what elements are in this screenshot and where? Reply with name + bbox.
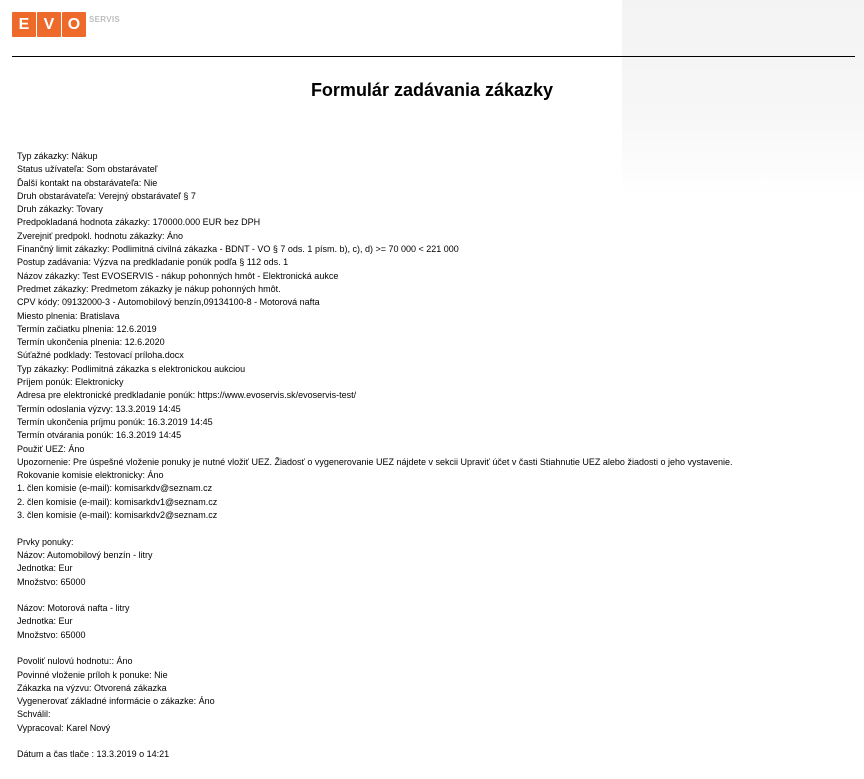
field-termin-odoslania: Termín odoslania výzvy: 13.3.2019 14:45	[17, 403, 181, 414]
field-sutazne-podklady: Súťažné podklady: Testovací príloha.docx	[17, 350, 184, 361]
field-miesto-plnenia: Miesto plnenia: Bratislava	[17, 310, 120, 321]
field-dalsi-kontakt: Ďalší kontakt na obstarávateľa: Nie	[17, 177, 158, 188]
field-druh-zakazky: Druh zákazky: Tovary	[17, 204, 103, 215]
prvok-1-nazov: Názov: Automobilový benzín - litry	[17, 549, 153, 560]
field-clen-komisie-1: 1. člen komisie (e-mail): komisarkdv@seznam.cz	[17, 483, 213, 494]
field-nazov-zakazky: Názov zákazky: Test EVOSERVIS - nákup pohonných hmôt - Elektronická aukce	[17, 270, 339, 281]
field-datum-tlace: Dátum a čas tlače : 13.3.2019 o 14:21	[17, 749, 170, 760]
field-povinne-vlozenie: Povinné vloženie príloh k ponuke: Nie	[17, 669, 168, 680]
field-rokovanie-komisie: Rokovanie komisie elektronicky: Áno	[17, 470, 164, 481]
field-druh-obstaravatela: Druh obstarávateľa: Verejný obstarávateľ § 7	[17, 190, 196, 201]
field-predpokladana-hodnota: Predpokladaná hodnota zákazky: 170000.000 EUR bez DPH	[17, 217, 261, 228]
evo-servis-logo	[12, 12, 120, 38]
logo-servis-text: SERVIS	[89, 15, 120, 24]
field-financny-limit: Finančný limit zákazky: Podlimitná civilná zákazka - BDNT - VO § 7 ods. 1 písm. b), c), d) >= 70 000 < 221 000	[17, 244, 459, 255]
field-prijem-ponuk: Príjem ponúk: Elektronicky	[17, 377, 124, 388]
logo-letter-o: O	[62, 12, 86, 37]
field-zakazka-na-vyzvu: Zákazka na výzvu: Otvorená zákazka	[17, 682, 167, 693]
field-schvalil: Schválil:	[17, 709, 51, 720]
field-clen-komisie-2: 2. člen komisie (e-mail): komisarkdv1@seznam.cz	[17, 496, 218, 507]
field-predmet-zakazky: Predmet zákazky: Predmetom zákazky je nákup pohonných hmôt.	[17, 283, 281, 294]
field-povolit-nulovu: Povoliť nulovú hodnotu:: Áno	[17, 656, 133, 667]
field-vygenerovat: Vygenerovať základné informácie o zákazke: Áno	[17, 696, 215, 707]
prvok-2-nazov: Názov: Motorová nafta - litry	[17, 603, 130, 614]
field-status-uzivatela: Status užívateľa: Som obstarávateľ	[17, 164, 158, 175]
logo-letter-e: E	[12, 12, 36, 37]
field-vypracoval: Vypracoval: Karel Nový	[17, 722, 111, 733]
spacer	[17, 589, 857, 602]
prvok-1-mnozstvo: Množstvo: 65000	[17, 576, 86, 587]
field-termin-zaciatku: Termín začiatku plnenia: 12.6.2019	[17, 323, 157, 334]
field-upozornenie: Upozornenie: Pre úspešné vloženie ponuky je nutné vložiť UEZ. Žiadosť o vygenerovanie UEZ nájdete v sekcii Upraviť účet v časti Stiahnutie UEZ alebo žiadosti o jeho vystavenie.	[17, 456, 733, 467]
spacer	[17, 522, 857, 535]
form-details	[17, 150, 857, 762]
field-adresa: Adresa pre elektronické predkladanie ponúk: https://www.evoservis.sk/evoservis-test/	[17, 390, 357, 401]
spacer	[17, 642, 857, 655]
prvok-1-jednotka: Jednotka: Eur	[17, 563, 73, 574]
prvok-2-mnozstvo: Množstvo: 65000	[17, 629, 86, 640]
page-title: Formulár zadávania zákazky	[310, 80, 554, 100]
prvky-heading: Prvky ponuky:	[17, 536, 74, 547]
field-zverejnit-hodnotu: Zverejniť predpokl. hodnotu zákazky: Áno	[17, 230, 183, 241]
field-termin-ukoncenia-prijmu: Termín ukončenia príjmu ponúk: 16.3.2019 14:45	[17, 416, 213, 427]
field-typ-zakazky: Typ zákazky: Nákup	[17, 151, 98, 161]
field-cpv-kody: CPV kódy: 09132000-3 - Automobilový benzín,09134100-8 - Motorová nafta	[17, 297, 320, 308]
header-divider	[12, 56, 855, 57]
field-postup-zadavania: Postup zadávania: Výzva na predkladanie ponúk podľa § 112 ods. 1	[17, 257, 289, 268]
field-typ-zakazky-aukcia: Typ zákazky: Podlimitná zákazka s elektronickou aukciou	[17, 363, 246, 374]
field-termin-otvarania: Termín otvárania ponúk: 16.3.2019 14:45	[17, 430, 182, 441]
spacer	[17, 735, 857, 748]
prvok-2-jednotka: Jednotka: Eur	[17, 616, 73, 627]
logo-letter-v: V	[37, 12, 61, 37]
field-termin-ukoncenia-plnenia: Termín ukončenia plnenia: 12.6.2020	[17, 337, 165, 348]
field-clen-komisie-3: 3. člen komisie (e-mail): komisarkdv2@seznam.cz	[17, 510, 218, 521]
field-pouzit-uez: Použiť UEZ: Áno	[17, 443, 85, 454]
